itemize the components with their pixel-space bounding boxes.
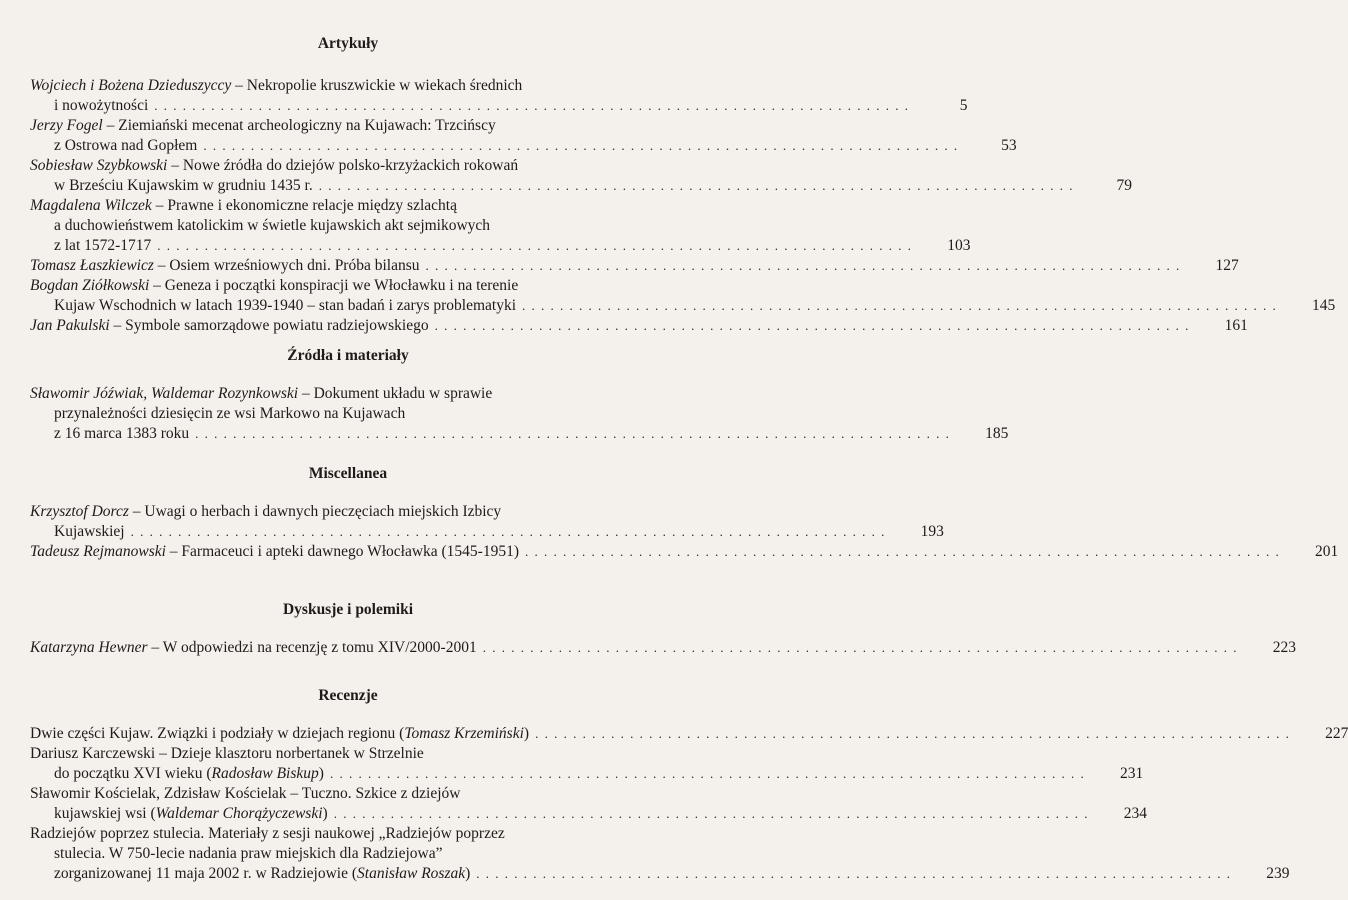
entry-title: W odpowiedzi na recenzję z tomu XIV/2000-2001 [162, 639, 477, 656]
entry-line [30, 136, 1017, 156]
entry-author: Sobiesław Szybkowski [30, 157, 168, 174]
entry-author: Tomasz Łaszkiewicz [30, 257, 154, 274]
dot-leader: . . . . . . . . . . . . . . . . . . . . . . . . . . . . . . . . . . . . . . . . . . . . . . . . . . . . . . . . . . . . . . . . . . . . . . . . . . . . . . . . [195, 426, 951, 441]
entry-title: Symbole samorządowe powiatu radziejowskiego [125, 317, 429, 334]
entry-line [30, 724, 1348, 744]
entry-text: Sławomir Jóźwiak, Waldemar Rozynkowski – Dokument układu w sprawie [30, 385, 493, 402]
dot-leader: . . . . . . . . . . . . . . . . . . . . . . . . . . . . . . . . . . . . . . . . . . . . . . . . . . . . . . . . . . . . . . . . . . . . . . . . . . . . . . . . [154, 98, 910, 113]
entry-text: Dwie części Kujaw. Związki i podziały w dziejach regionu (Tomasz Krzemiński) [30, 725, 530, 742]
dot-leader: . . . . . . . . . . . . . . . . . . . . . . . . . . . . . . . . . . . . . . . . . . . . . . . . . . . . . . . . . . . . . . . . . . . . . . . . . . . . . . . . [333, 806, 1089, 821]
page-number: 239 [1266, 865, 1290, 882]
toc-entry [30, 744, 1144, 784]
toc-entry [30, 502, 944, 542]
toc-entry [30, 824, 1290, 884]
entry-title: Radziejów poprzez stulecia. Materiały z sesji naukowej „Radziejów poprzez [30, 825, 505, 842]
page-number: 227 [1325, 725, 1348, 742]
entry-line [30, 424, 1009, 444]
entry-line [30, 638, 1296, 658]
entry-line [30, 864, 1290, 884]
page-number: 127 [1215, 257, 1239, 274]
entry-author: Krzysztof Dorcz [30, 503, 129, 520]
entry-reviewer: Radosław Biskup [211, 765, 319, 782]
entry-title: Ziemiański mecenat archeologiczny na Kujawach: Trzcińscy [118, 117, 496, 134]
toc-entry [30, 116, 1017, 156]
entry-line [30, 276, 666, 296]
entry-author: Katarzyna Hewner [30, 639, 148, 656]
toc-section [30, 600, 1296, 658]
entry-title: Nowe źródła do dziejów polsko-krzyżackich rokowań [182, 157, 519, 174]
entry-text [30, 744, 424, 764]
entry-reviewer: Stanisław Roszak [357, 865, 466, 882]
entry-text: Tomasz Łaszkiewicz – Osiem wrześniowych dni. Próba bilansu [30, 257, 420, 274]
page-number: 185 [985, 425, 1009, 442]
dot-leader: . . . . . . . . . . . . . . . . . . . . . . . . . . . . . . . . . . . . . . . . . . . . . . . . . . . . . . . . . . . . . . . . . . . . . . . . . . . . . . . . [482, 640, 1238, 655]
entry-text [54, 176, 313, 196]
entry-title: Dokument układu w sprawie [313, 385, 493, 402]
entry-line [30, 236, 971, 256]
entry-text [54, 844, 443, 864]
entry-author: Jan Pakulski [30, 317, 110, 334]
toc-entry [30, 724, 1348, 744]
page-number: 79 [1116, 177, 1132, 194]
toc-entry [30, 256, 1239, 276]
dot-leader: . . . . . . . . . . . . . . . . . . . . . . . . . . . . . . . . . . . . . . . . . . . . . . . . . . . . . . . . . . . . . . . . . . . . . . . . . . . . . . . . [425, 258, 1181, 273]
entry-title: przynależności dziesięcin ze wsi Markowo na Kujawach [54, 405, 406, 422]
toc-entry [30, 784, 1147, 824]
entry-text [54, 296, 516, 316]
page-number: 201 [1315, 543, 1339, 560]
entry-line [30, 784, 666, 804]
entry-line [30, 744, 666, 764]
page-number: 5 [959, 97, 968, 114]
entry-list [30, 638, 1296, 658]
section-title: Recenzje [318, 687, 378, 704]
page-number: 234 [1123, 805, 1147, 822]
dot-leader: . . . . . . . . . . . . . . . . . . . . . . . . . . . . . . . . . . . . . . . . . . . . . . . . . . . . . . . . . . . . . . . . . . . . . . . . . . . . . . . . [329, 766, 1086, 781]
entry-text: Wojciech i Bożena Dzieduszyccy – Nekropolie kruszwickie w wiekach średnich [30, 77, 523, 94]
entry-title: Uwagi o herbach i dawnych pieczęciach miejskich Izbicy [144, 503, 502, 520]
entry-text: Tadeusz Rejmanowski – Farmaceuci i apteki dawnego Włocławka (1545-1951) [30, 543, 520, 560]
dot-leader: . . . . . . . . . . . . . . . . . . . . . . . . . . . . . . . . . . . . . . . . . . . . . . . . . . . . . . . . . . . . . . . . . . . . . . . . . . . . . . . . [157, 238, 913, 253]
entry-line [30, 404, 666, 424]
entry-title: z 16 marca 1383 roku [54, 425, 190, 442]
page-number: 223 [1272, 639, 1296, 656]
entry-title: stulecia. W 750-lecie nadania praw miejskich dla Radziejowa” [54, 845, 443, 862]
toc-section [30, 34, 1336, 336]
entry-line [30, 824, 666, 844]
entry-text [54, 404, 405, 424]
entry-title: do początku XVI wieku [54, 765, 203, 782]
entry-line [30, 156, 666, 176]
entry-line [30, 196, 666, 216]
entry-author: Wojciech i Bożena Dzieduszyccy [30, 77, 232, 94]
toc-entry [30, 638, 1296, 658]
dot-leader: . . . . . . . . . . . . . . . . . . . . . . . . . . . . . . . . . . . . . . . . . . . . . . . . . . . . . . . . . . . . . . . . . . . . . . . . . . . . . . . . [434, 318, 1190, 333]
toc-section [30, 686, 1348, 884]
entry-line [30, 96, 968, 116]
entry-line [30, 116, 666, 136]
entry-line [30, 522, 944, 542]
toc-entry [30, 542, 1339, 562]
entry-line [30, 296, 1336, 316]
entry-text: Magdalena Wilczek – Prawne i ekonomiczne relacje między szlachtą [30, 197, 457, 214]
page-number: 103 [947, 237, 971, 254]
page-number: 145 [1312, 297, 1336, 314]
toc-entry [30, 384, 1009, 444]
entry-title: a duchowieństwem katolickim w świetle kujawskich akt sejmikowych [54, 217, 491, 234]
entry-reviewer: Waldemar Chorążyczewski [155, 805, 323, 822]
page-number: 231 [1119, 765, 1144, 782]
section-title: Artykuły [317, 35, 379, 52]
entry-line [30, 542, 1339, 562]
entry-line [30, 764, 1144, 784]
entry-title: w Brześciu Kujawskim w grudniu 1435 r. [54, 177, 313, 194]
dot-leader: . . . . . . . . . . . . . . . . . . . . . . . . . . . . . . . . . . . . . . . . . . . . . . . . . . . . . . . . . . . . . . . . . . . . . . . . . . . . . . . . [476, 866, 1232, 881]
entry-title: Kujawskiej [54, 523, 125, 540]
toc-entry [30, 316, 1248, 336]
entry-text: Krzysztof Dorcz – Uwagi o herbach i dawnych pieczęciach miejskich Izbicy [30, 503, 502, 520]
section-title: Miscellanea [308, 465, 388, 482]
dot-leader: . . . . . . . . . . . . . . . . . . . . . . . . . . . . . . . . . . . . . . . . . . . . . . . . . . . . . . . . . . . . . . . . . . . . . . . . . . . . . . . . [525, 544, 1281, 559]
entry-author: Jerzy Fogel [30, 117, 103, 134]
entry-title: i nowożytności [54, 97, 149, 114]
entry-line [30, 804, 1147, 824]
entry-text: zorganizowanej 11 maja 2002 r. w Radziejowie (Stanisław Roszak) [54, 865, 471, 882]
entry-line [30, 216, 666, 236]
entry-line [30, 76, 666, 96]
dot-leader: . . . . . . . . . . . . . . . . . . . . . . . . . . . . . . . . . . . . . . . . . . . . . . . . . . . . . . . . . . . . . . . . . . . . . . . . . . . . . . . . [203, 138, 959, 153]
entry-line [30, 844, 666, 864]
entry-line [30, 176, 1132, 196]
entry-list [30, 502, 1339, 562]
entry-text [54, 136, 197, 156]
entry-text [54, 236, 151, 256]
toc-entry [30, 196, 971, 256]
entry-text: kujawskiej wsi (Waldemar Chorążyczewski) [54, 805, 328, 822]
entry-title: z Ostrowa nad Gopłem [54, 137, 198, 154]
entry-title: kujawskiej wsi [54, 805, 147, 822]
entry-text: Jan Pakulski – Symbole samorządowe powiatu radziejowskiego [30, 317, 429, 334]
entry-text [54, 96, 148, 116]
entry-title: Geneza i początki konspiracji we Włocławku i na terenie [164, 277, 519, 294]
entry-line [30, 316, 1248, 336]
dot-leader: . . . . . . . . . . . . . . . . . . . . . . . . . . . . . . . . . . . . . . . . . . . . . . . . . . . . . . . . . . . . . . . . . . . . . . . . . . . . . . . . [130, 524, 886, 539]
section-title: Źródła i materiały [287, 347, 409, 364]
entry-text: do początku XVI wieku (Radosław Biskup) [54, 765, 324, 782]
entry-text [54, 424, 189, 444]
entry-author: Tadeusz Rejmanowski [30, 543, 166, 560]
entry-text [54, 522, 125, 542]
toc-entry [30, 156, 1132, 196]
entry-text [54, 216, 490, 236]
page-number: 193 [920, 523, 944, 540]
entry-list [30, 76, 1336, 336]
entry-line [30, 256, 1239, 276]
dot-leader: . . . . . . . . . . . . . . . . . . . . . . . . . . . . . . . . . . . . . . . . . . . . . . . . . . . . . . . . . . . . . . . . . . . . . . . . . . . . . . . . [535, 726, 1291, 741]
entry-title: Nekropolie kruszwickie w wiekach średnich [246, 77, 523, 94]
section-title: Dyskusje i polemiki [282, 601, 414, 618]
entry-author: Sławomir Jóźwiak, Waldemar Rozynkowski [30, 385, 299, 402]
page-number: 53 [1001, 137, 1017, 154]
toc-entry [30, 76, 968, 116]
entry-title: Farmaceuci i apteki dawnego Włocławka (1545-1951) [181, 543, 520, 560]
toc-section [30, 346, 1009, 444]
entry-author: Magdalena Wilczek [30, 197, 152, 214]
entry-title: zorganizowanej 11 maja 2002 r. w Radziejowie [54, 865, 348, 882]
entry-text: Katarzyna Hewner – W odpowiedzi na recenzję z tomu XIV/2000-2001 [30, 639, 477, 656]
entry-title: Prawne i ekonomiczne relacje między szlachtą [167, 197, 457, 214]
entry-reviewer: Tomasz Krzemiński [404, 725, 524, 742]
entry-title: Osiem wrześniowych dni. Próba bilansu [169, 257, 420, 274]
dot-leader: . . . . . . . . . . . . . . . . . . . . . . . . . . . . . . . . . . . . . . . . . . . . . . . . . . . . . . . . . . . . . . . . . . . . . . . . . . . . . . . . [318, 178, 1074, 193]
entry-line [30, 384, 666, 404]
entry-list [30, 384, 1009, 444]
entry-text [30, 784, 460, 804]
toc-entry [30, 276, 1336, 316]
entry-text [30, 824, 505, 844]
entry-author: Bogdan Ziółkowski [30, 277, 150, 294]
entry-title: Kujaw Wschodnich w latach 1939-1940 – stan badań i zarys problematyki [54, 297, 517, 314]
entry-text: Bogdan Ziółkowski – Geneza i początki konspiracji we Włocławku i na terenie [30, 277, 519, 294]
entry-text: Jerzy Fogel – Ziemiański mecenat archeologiczny na Kujawach: Trzcińscy [30, 117, 496, 134]
entry-title: Sławomir Kościelak, Zdzisław Kościelak – Tuczno. Szkice z dziejów [30, 785, 461, 802]
toc-section [30, 464, 1339, 562]
dot-leader: . . . . . . . . . . . . . . . . . . . . . . . . . . . . . . . . . . . . . . . . . . . . . . . . . . . . . . . . . . . . . . . . . . . . . . . . . . . . . . . . [522, 298, 1278, 313]
entry-text: Sobiesław Szybkowski – Nowe źródła do dziejów polsko-krzyżackich rokowań [30, 157, 519, 174]
entry-title: Dwie części Kujaw. Związki i podziały w dziejach regionu [30, 725, 396, 742]
entry-title: z lat 1572-1717 [54, 237, 152, 254]
entry-list [30, 724, 1348, 884]
page-number: 161 [1224, 317, 1248, 334]
entry-title: Dariusz Karczewski – Dzieje klasztoru norbertanek w Strzelnie [30, 745, 424, 762]
entry-line [30, 502, 666, 522]
